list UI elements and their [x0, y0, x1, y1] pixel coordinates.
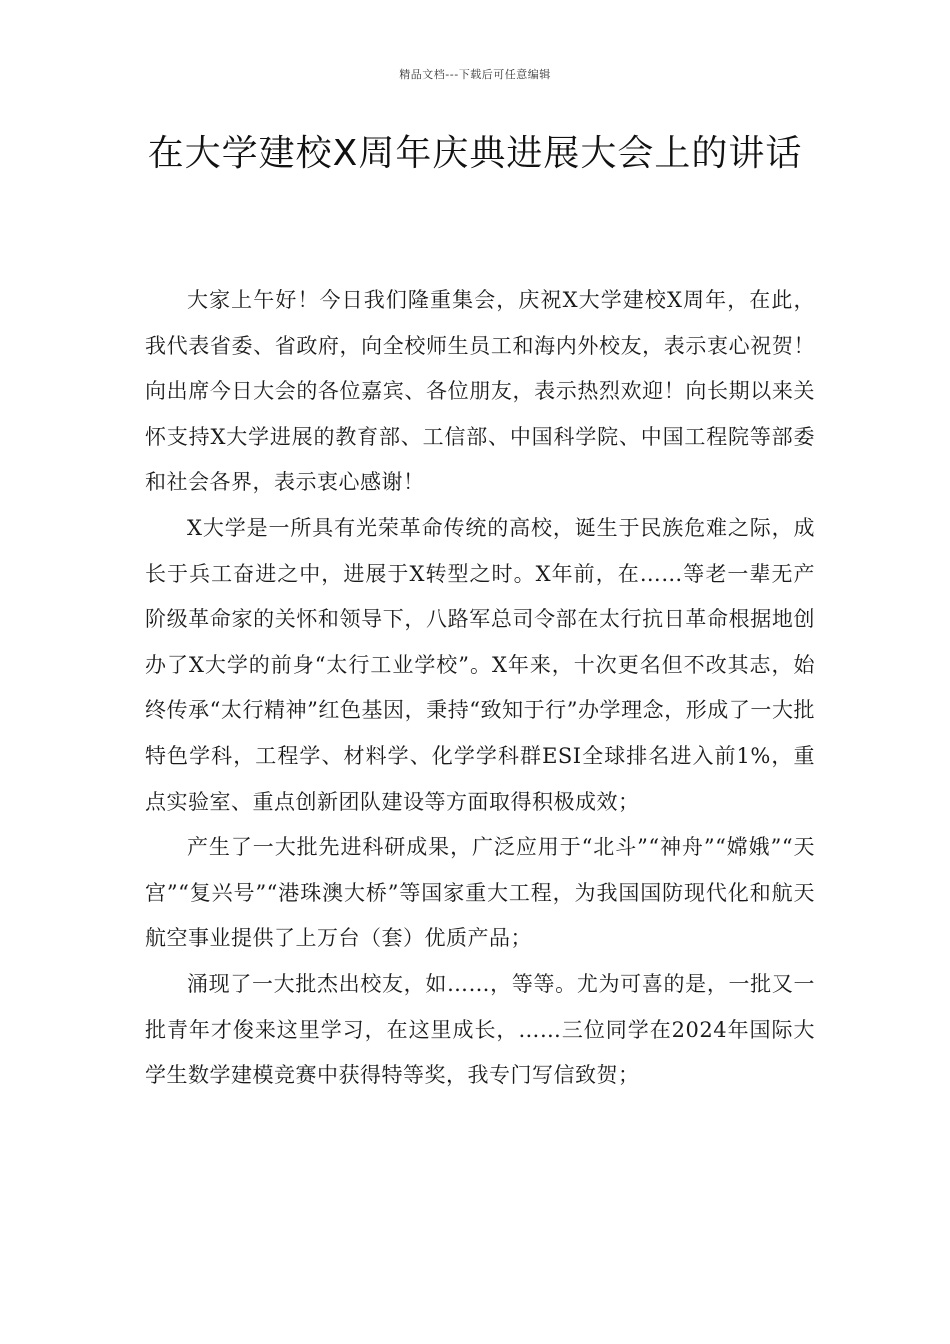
paragraph-1: 大家上午好！今日我们隆重集会，庆祝X大学建校X周年，在此，我代表省委、省政府，向全校师生员工和海内外校友，表示衷心祝贺！向出席今日大会的各位嘉宾、各位朋友，表示热烈欢迎！向长期以来关怀支持X大学进展的教育部、工信部、中国科学院、中国工程院等部委和社会各界，表示衷心感谢！ [145, 288, 815, 495]
paragraph-3: 产生了一大批先进科研成果，广泛应用于“北斗”“神舟”“嫦娥”“天宫”“复兴号”“港珠澳大桥”等国家重大工程，为我国国防现代化和航天航空事业提供了上万台（套）优质产品； [145, 835, 815, 951]
header-note: 精品文档---下载后可任意编辑 [399, 68, 551, 81]
document-body [145, 278, 815, 1099]
paragraph-4: 涌现了一大批杰出校友，如……，等等。尤为可喜的是，一批又一批青年才俊来这里学习，在这里成长，……三位同学在2024年国际大学生数学建模竞赛中获得特等奖，我专门写信致贺； [145, 971, 815, 1088]
document-title: 在大学建校X周年庆典进展大会上的讲话 [147, 133, 803, 174]
paragraph-2: X大学是一所具有光荣革命传统的高校，诞生于民族危难之际，成长于兵工奋进之中，进展于X转型之时。X年前，在……等老一辈无产阶级革命家的关怀和领导下，八路军总司令部在太行抗日革命根据地创办了X大学的前身“太行工业学校”。X年来，十次更名但不改其志，始终传承“太行精神”红色基因，秉持“致知于行”办学理念，形成了一大批特色学科，工程学、材料学、化学学科群ESI全球排名进入前1%，重点实验室、重点创新团队建设等方面取得积极成效； [145, 515, 815, 814]
